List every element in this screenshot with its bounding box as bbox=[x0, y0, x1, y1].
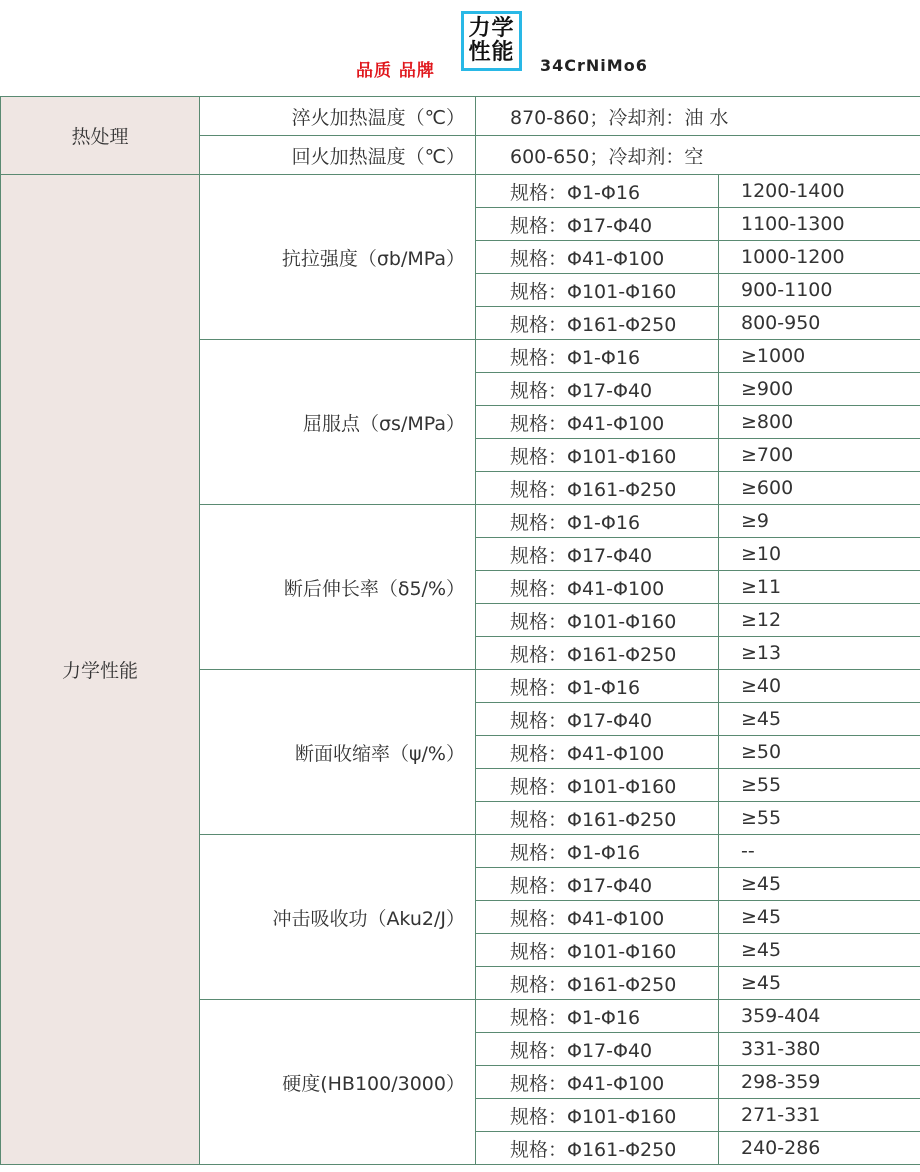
spec-cell: 规格：Φ161-Φ250 bbox=[476, 637, 719, 670]
spec-cell: 规格：Φ101-Φ160 bbox=[476, 604, 719, 637]
value-cell: ≥700 bbox=[719, 439, 920, 472]
section-title-box bbox=[461, 11, 522, 71]
spec-cell: 规格：Φ1-Φ16 bbox=[476, 340, 719, 373]
value-cell: 298-359 bbox=[719, 1066, 920, 1099]
steel-grade: 34CrNiMo6 bbox=[540, 56, 648, 75]
value-cell: ≥45 bbox=[719, 967, 920, 1000]
section-title-line2: 性能 bbox=[468, 40, 515, 65]
value-cell: ≥900 bbox=[719, 373, 920, 406]
spec-cell: 规格：Φ41-Φ100 bbox=[476, 736, 719, 769]
value-cell: 1000-1200 bbox=[719, 241, 920, 274]
property-name: 屈服点（σs/MPa） bbox=[200, 340, 476, 505]
spec-cell: 规格：Φ161-Φ250 bbox=[476, 472, 719, 505]
value-cell: ≥600 bbox=[719, 472, 920, 505]
spec-cell: 规格：Φ17-Φ40 bbox=[476, 1033, 719, 1066]
value-cell: 800-950 bbox=[719, 307, 920, 340]
value-cell: ≥55 bbox=[719, 769, 920, 802]
heat-treatment-value: 870-860；冷却剂：油 水 bbox=[476, 97, 920, 136]
spec-cell: 规格：Φ101-Φ160 bbox=[476, 934, 719, 967]
spec-cell: 规格：Φ17-Φ40 bbox=[476, 868, 719, 901]
spec-cell: 规格：Φ41-Φ100 bbox=[476, 901, 719, 934]
spec-cell: 规格：Φ17-Φ40 bbox=[476, 538, 719, 571]
spec-cell: 规格：Φ41-Φ100 bbox=[476, 571, 719, 604]
value-cell: 1100-1300 bbox=[719, 208, 920, 241]
spec-cell: 规格：Φ1-Φ16 bbox=[476, 1000, 719, 1033]
value-cell: 359-404 bbox=[719, 1000, 920, 1033]
value-cell: ≥50 bbox=[719, 736, 920, 769]
value-cell: ≥9 bbox=[719, 505, 920, 538]
spec-cell: 规格：Φ41-Φ100 bbox=[476, 241, 719, 274]
spec-cell: 规格：Φ1-Φ16 bbox=[476, 175, 719, 208]
property-name: 断面收缩率（ψ/%） bbox=[200, 670, 476, 835]
value-cell: ≥13 bbox=[719, 637, 920, 670]
section-title-line1: 力学 bbox=[468, 16, 515, 41]
value-cell: 1200-1400 bbox=[719, 175, 920, 208]
heat-treatment-name: 淬火加热温度（℃） bbox=[200, 97, 476, 136]
value-cell: 900-1100 bbox=[719, 274, 920, 307]
spec-cell: 规格：Φ1-Φ16 bbox=[476, 505, 719, 538]
spec-cell: 规格：Φ161-Φ250 bbox=[476, 967, 719, 1000]
spec-cell: 规格：Φ161-Φ250 bbox=[476, 307, 719, 340]
category-heat-treatment: 热处理 bbox=[1, 97, 200, 175]
property-name: 硬度(HB100/3000） bbox=[200, 1000, 476, 1165]
spec-cell: 规格：Φ1-Φ16 bbox=[476, 670, 719, 703]
value-cell: ≥45 bbox=[719, 934, 920, 967]
value-cell: ≥55 bbox=[719, 802, 920, 835]
value-cell: 240-286 bbox=[719, 1132, 920, 1165]
value-cell: ≥45 bbox=[719, 868, 920, 901]
value-cell: 271-331 bbox=[719, 1099, 920, 1132]
value-cell: ≥800 bbox=[719, 406, 920, 439]
spec-cell: 规格：Φ17-Φ40 bbox=[476, 373, 719, 406]
brand-label: 品质 品牌 bbox=[356, 61, 435, 81]
spec-cell: 规格：Φ161-Φ250 bbox=[476, 802, 719, 835]
value-cell: -- bbox=[719, 835, 920, 868]
value-cell: ≥45 bbox=[719, 901, 920, 934]
spec-cell: 规格：Φ17-Φ40 bbox=[476, 703, 719, 736]
spec-cell: 规格：Φ101-Φ160 bbox=[476, 439, 719, 472]
value-cell: ≥1000 bbox=[719, 340, 920, 373]
value-cell: ≥10 bbox=[719, 538, 920, 571]
spec-cell: 规格：Φ101-Φ160 bbox=[476, 1099, 719, 1132]
property-name: 冲击吸收功（Aku2/J） bbox=[200, 835, 476, 1000]
value-cell: 331-380 bbox=[719, 1033, 920, 1066]
property-name: 抗拉强度（σb/MPa） bbox=[200, 175, 476, 340]
spec-cell: 规格：Φ161-Φ250 bbox=[476, 1132, 719, 1165]
spec-cell: 规格：Φ41-Φ100 bbox=[476, 406, 719, 439]
value-cell: ≥11 bbox=[719, 571, 920, 604]
spec-cell: 规格：Φ101-Φ160 bbox=[476, 274, 719, 307]
value-cell: ≥45 bbox=[719, 703, 920, 736]
property-name: 断后伸长率（δ5/%） bbox=[200, 505, 476, 670]
value-cell: ≥40 bbox=[719, 670, 920, 703]
spec-cell: 规格：Φ101-Φ160 bbox=[476, 769, 719, 802]
value-cell: ≥12 bbox=[719, 604, 920, 637]
properties-table bbox=[0, 96, 920, 1165]
table-row bbox=[1, 175, 920, 208]
heat-treatment-name: 回火加热温度（℃） bbox=[200, 136, 476, 175]
spec-cell: 规格：Φ41-Φ100 bbox=[476, 1066, 719, 1099]
spec-cell: 规格：Φ1-Φ16 bbox=[476, 835, 719, 868]
table-row bbox=[1, 97, 920, 136]
page-header bbox=[0, 0, 920, 96]
heat-treatment-value: 600-650；冷却剂：空 bbox=[476, 136, 920, 175]
category-mechanical: 力学性能 bbox=[1, 175, 200, 1165]
spec-cell: 规格：Φ17-Φ40 bbox=[476, 208, 719, 241]
